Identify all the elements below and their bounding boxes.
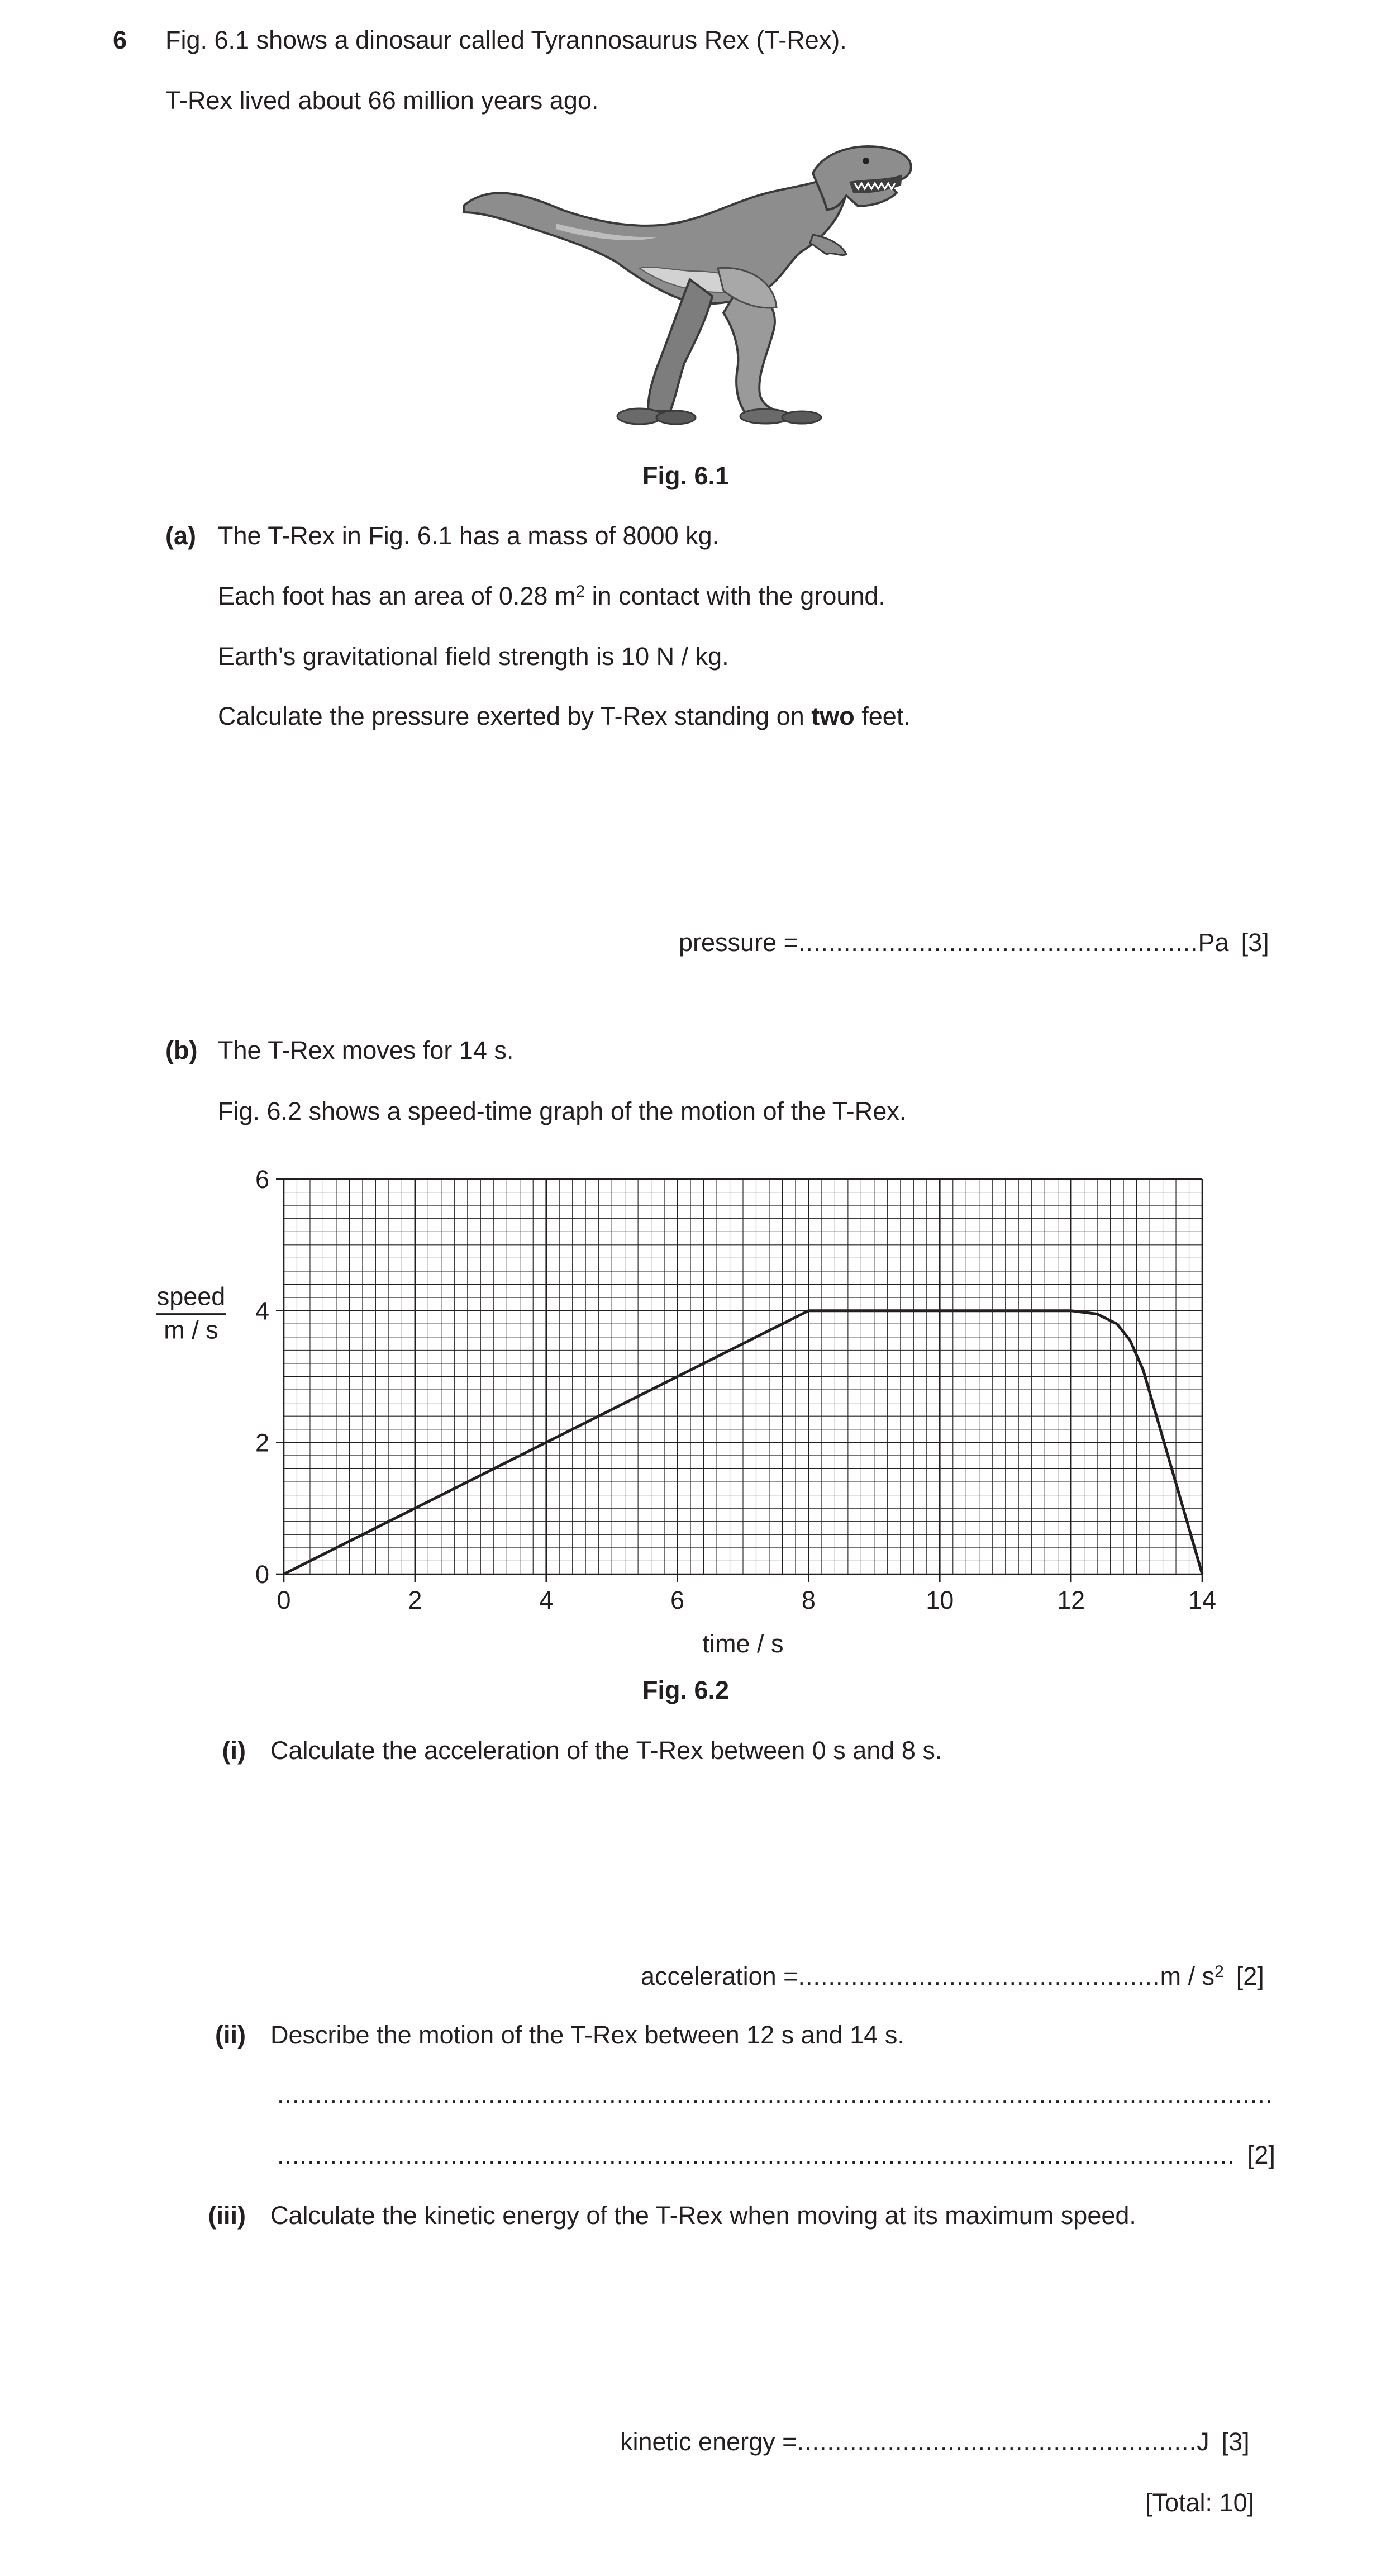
minor-grid bbox=[284, 1179, 1202, 1574]
marks: [3] bbox=[1221, 2427, 1250, 2456]
answer-unit: Pa bbox=[1198, 928, 1229, 957]
figure-6-2-caption: Fig. 6.2 bbox=[642, 1676, 730, 1704]
part-a-line-1: The T-Rex in Fig. 6.1 has a mass of 8000 kg. bbox=[218, 521, 720, 550]
part-b-line-2: Fig. 6.2 shows a speed-time graph of the motion of the T-Rex. bbox=[218, 1097, 907, 1125]
t-rex-illustration bbox=[455, 140, 925, 430]
part-b-iii-text: Calculate the kinetic energy of the T-Rex when moving at its maximum speed. bbox=[270, 2201, 1136, 2230]
question-intro-1: Fig. 6.1 shows a dinosaur called Tyrannosaurus Rex (T-Rex). bbox=[165, 26, 847, 54]
part-b-iii-label: (iii) bbox=[208, 2201, 246, 2230]
figure-6-1-caption: Fig. 6.1 bbox=[642, 462, 730, 490]
x-tick-label: 6 bbox=[670, 1586, 685, 1614]
x-tick-label: 0 bbox=[277, 1586, 291, 1614]
answer-field[interactable]: ............................................................................................................................... bbox=[277, 2141, 1235, 2169]
answer-label: pressure = bbox=[679, 928, 798, 957]
x-tick-label: 4 bbox=[539, 1586, 554, 1614]
t-rex-body bbox=[464, 146, 911, 424]
part-b-line-1: The T-Rex moves for 14 s. bbox=[218, 1036, 514, 1064]
part-b-ii-text: Describe the motion of the T-Rex between 12 s and 14 s. bbox=[270, 2021, 904, 2049]
answer-line-2 bbox=[277, 2140, 1275, 2170]
y-tick-label: 4 bbox=[255, 1296, 269, 1325]
part-a-line-3: Earth’s gravitational field strength is 10 N / kg. bbox=[218, 642, 729, 671]
answer-line-1[interactable]: .................................................................................................................................... bbox=[277, 2080, 1273, 2109]
answer-field[interactable]: ..................................................... bbox=[798, 928, 1198, 957]
marks: [2] bbox=[1247, 2141, 1275, 2169]
question-intro-2: T-Rex lived about 66 million years ago. bbox=[165, 86, 599, 115]
y-tick-label: 6 bbox=[255, 1165, 269, 1194]
part-a-line-2-text: Each foot has an area of 0.28 m bbox=[218, 582, 576, 610]
speed-time-graph bbox=[145, 1151, 1240, 1654]
marks: [2] bbox=[1236, 1962, 1264, 1990]
marks: [3] bbox=[1241, 928, 1269, 957]
total-marks: [Total: 10] bbox=[1145, 2488, 1255, 2517]
answer-unit-text: m / s bbox=[1160, 1962, 1215, 1990]
part-b-label: (b) bbox=[165, 1036, 198, 1064]
acceleration-answer-line bbox=[641, 1961, 1264, 1992]
y-axis-label-top: speed bbox=[156, 1282, 226, 1311]
emphasis-word: two bbox=[811, 702, 855, 730]
answer-field[interactable]: ..................................................... bbox=[797, 2427, 1197, 2456]
answer-unit bbox=[1160, 1961, 1224, 1992]
part-b-i-label: (i) bbox=[222, 1736, 246, 1765]
question-number: 6 bbox=[113, 26, 127, 54]
x-tick-label: 10 bbox=[926, 1586, 954, 1614]
answer-unit: J bbox=[1197, 2427, 1209, 2456]
superscript: 2 bbox=[1214, 1962, 1224, 1981]
y-tick-label: 0 bbox=[255, 1560, 269, 1589]
answer-label: kinetic energy = bbox=[620, 2427, 797, 2456]
part-a-line-2 bbox=[218, 581, 885, 611]
answer-label: acceleration = bbox=[641, 1962, 798, 1990]
part-b-i-text: Calculate the acceleration of the T-Rex between 0 s and 8 s. bbox=[270, 1736, 942, 1765]
part-a-line-4 bbox=[218, 701, 911, 731]
x-axis-label: time / s bbox=[702, 1629, 784, 1654]
part-a-line-4-text: Calculate the pressure exerted by T-Rex standing on bbox=[218, 702, 812, 730]
answer-field[interactable]: ................................................ bbox=[798, 1962, 1160, 1990]
y-tick-label: 2 bbox=[255, 1428, 269, 1457]
part-a-line-2-text: in contact with the ground. bbox=[585, 582, 885, 610]
part-a-line-4-text: feet. bbox=[854, 702, 911, 730]
part-a-label: (a) bbox=[165, 521, 196, 550]
x-tick-label: 12 bbox=[1057, 1586, 1085, 1614]
y-axis-label-bottom: m / s bbox=[164, 1315, 218, 1344]
superscript: 2 bbox=[575, 582, 585, 601]
x-tick-label: 14 bbox=[1188, 1586, 1217, 1614]
x-tick-label: 2 bbox=[408, 1586, 422, 1614]
x-tick-label: 8 bbox=[801, 1586, 816, 1614]
part-b-ii-label: (ii) bbox=[215, 2021, 246, 2049]
pressure-answer-line bbox=[679, 928, 1269, 958]
kinetic-energy-answer-line bbox=[620, 2427, 1250, 2457]
